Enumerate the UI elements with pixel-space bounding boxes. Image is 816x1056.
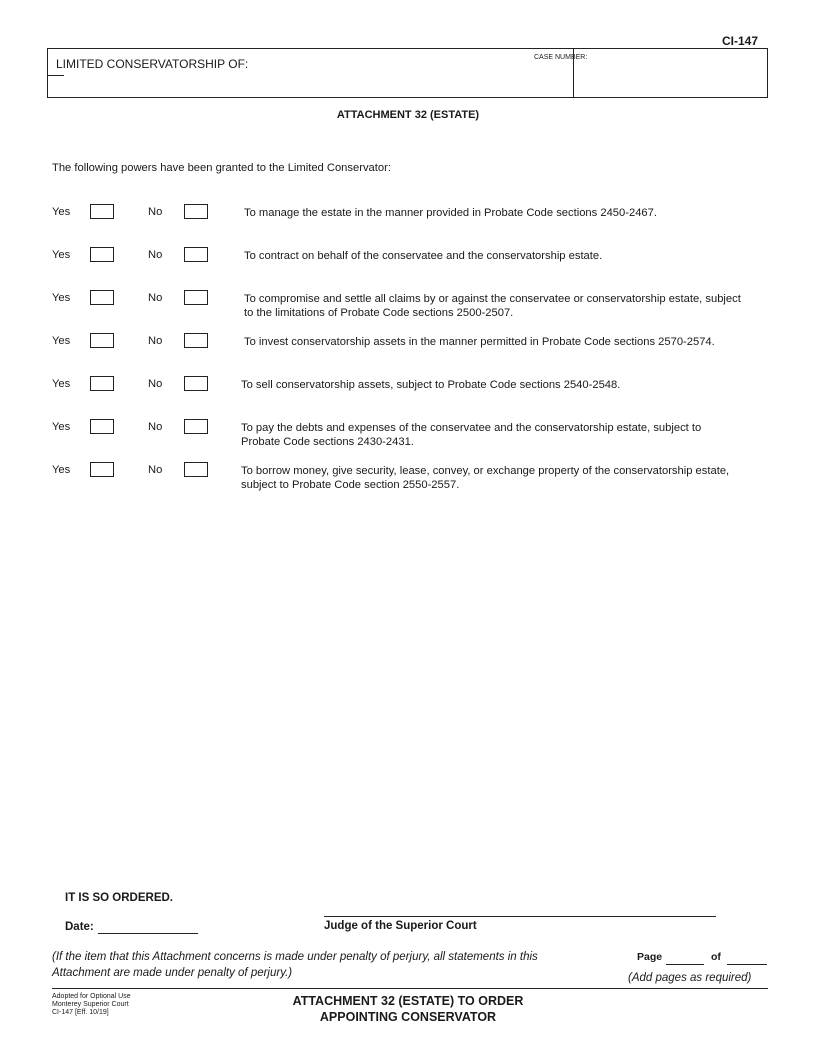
caption-tick (48, 75, 64, 76)
yes-label: Yes (52, 292, 71, 304)
power-text (244, 206, 789, 220)
no-label: No (148, 335, 163, 347)
footer-adopted: Adopted for Optional Use (52, 993, 131, 1000)
no-checkbox[interactable] (184, 290, 208, 305)
of-label: of (711, 951, 721, 963)
yes-checkbox[interactable] (90, 333, 114, 348)
footer-form-eff: CI-147 [Eff. 10/19] (52, 1009, 109, 1016)
footer-title (0, 993, 816, 1025)
yes-checkbox[interactable] (90, 376, 114, 391)
intro-text: The following powers have been granted to the Limited Conservator: (52, 162, 391, 174)
power-text-line: To manage the estate in the manner provided in Probate Code sections 2450-2467. (244, 207, 657, 219)
attachment-title: ATTACHMENT 32 (ESTATE) (336, 109, 480, 121)
footer-court: Monterey Superior Court (52, 1001, 129, 1008)
yes-checkbox[interactable] (90, 290, 114, 305)
yes-label: Yes (52, 335, 71, 347)
no-checkbox[interactable] (184, 419, 208, 434)
no-label: No (148, 464, 163, 476)
power-row (0, 464, 816, 491)
footer-title-line: APPOINTING CONSERVATOR (319, 1010, 497, 1024)
yes-label: Yes (52, 421, 71, 433)
yes-checkbox[interactable] (90, 462, 114, 477)
yes-label: Yes (52, 464, 71, 476)
case-number-label: CASE NUMBER: (534, 54, 588, 61)
page-label: Page (637, 951, 663, 963)
footer-divider (52, 988, 768, 989)
form-id: CI-147 (721, 34, 758, 48)
yes-label: Yes (52, 206, 71, 218)
no-label: No (148, 378, 163, 390)
caption-box (47, 48, 768, 98)
page-number-line[interactable] (666, 964, 704, 965)
date-signature-line[interactable] (98, 933, 198, 934)
power-text-line: Probate Code sections 2430-2431. (241, 436, 414, 448)
power-text-line: To compromise and settle all claims by or against the conservatee or conservatorship estate, subject (244, 293, 741, 305)
power-text (241, 378, 786, 392)
power-text (241, 464, 786, 492)
no-checkbox[interactable] (184, 462, 208, 477)
no-label: No (148, 292, 163, 304)
page-total-line[interactable] (727, 964, 767, 965)
power-row (0, 292, 816, 319)
power-text (241, 421, 786, 449)
power-text (244, 335, 789, 349)
footer-title-line: ATTACHMENT 32 (ESTATE) TO ORDER (292, 994, 524, 1008)
power-text (244, 292, 789, 320)
perjury-note (52, 949, 612, 981)
add-pages-note: (Add pages as required) (628, 972, 752, 984)
power-text-line: To borrow money, give security, lease, convey, or exchange property of the conservatorship estate, (241, 465, 730, 477)
power-text (244, 249, 789, 263)
yes-label: Yes (52, 249, 71, 261)
no-label: No (148, 421, 163, 433)
power-row (0, 206, 816, 226)
power-row (0, 249, 816, 269)
no-checkbox[interactable] (184, 247, 208, 262)
no-label: No (148, 206, 163, 218)
power-row (0, 335, 816, 355)
no-checkbox[interactable] (184, 333, 208, 348)
date-label: Date: (65, 921, 94, 933)
power-text-line: To invest conservatorship assets in the manner permitted in Probate Code sections 2570-2574. (244, 336, 715, 348)
no-checkbox[interactable] (184, 376, 208, 391)
judge-signature-line[interactable] (324, 916, 716, 917)
power-text-line: To contract on behalf of the conservatee and the conservatorship estate. (244, 250, 603, 262)
yes-checkbox[interactable] (90, 419, 114, 434)
no-label: No (148, 249, 163, 261)
judge-label: Judge of the Superior Court (324, 920, 477, 932)
power-text-line: subject to Probate Code section 2550-2557. (241, 479, 460, 491)
yes-checkbox[interactable] (90, 204, 114, 219)
so-ordered-heading: IT IS SO ORDERED. (65, 892, 173, 904)
power-row (0, 421, 816, 448)
perjury-note-line: (If the item that this Attachment concerns is made under penalty of perjury, all statements in this (52, 951, 538, 963)
no-checkbox[interactable] (184, 204, 208, 219)
yes-checkbox[interactable] (90, 247, 114, 262)
power-text-line: To sell conservatorship assets, subject to Probate Code sections 2540-2548. (241, 379, 621, 391)
power-text-line: to the limitations of Probate Code sections 2500-2507. (244, 307, 514, 319)
power-row (0, 378, 816, 398)
yes-label: Yes (52, 378, 71, 390)
power-text-line: To pay the debts and expenses of the conservatee and the conservatorship estate, subject to (241, 422, 702, 434)
conservatorship-label: LIMITED CONSERVATORSHIP OF: (56, 57, 249, 71)
perjury-note-line: Attachment are made under penalty of perjury.) (52, 967, 293, 979)
